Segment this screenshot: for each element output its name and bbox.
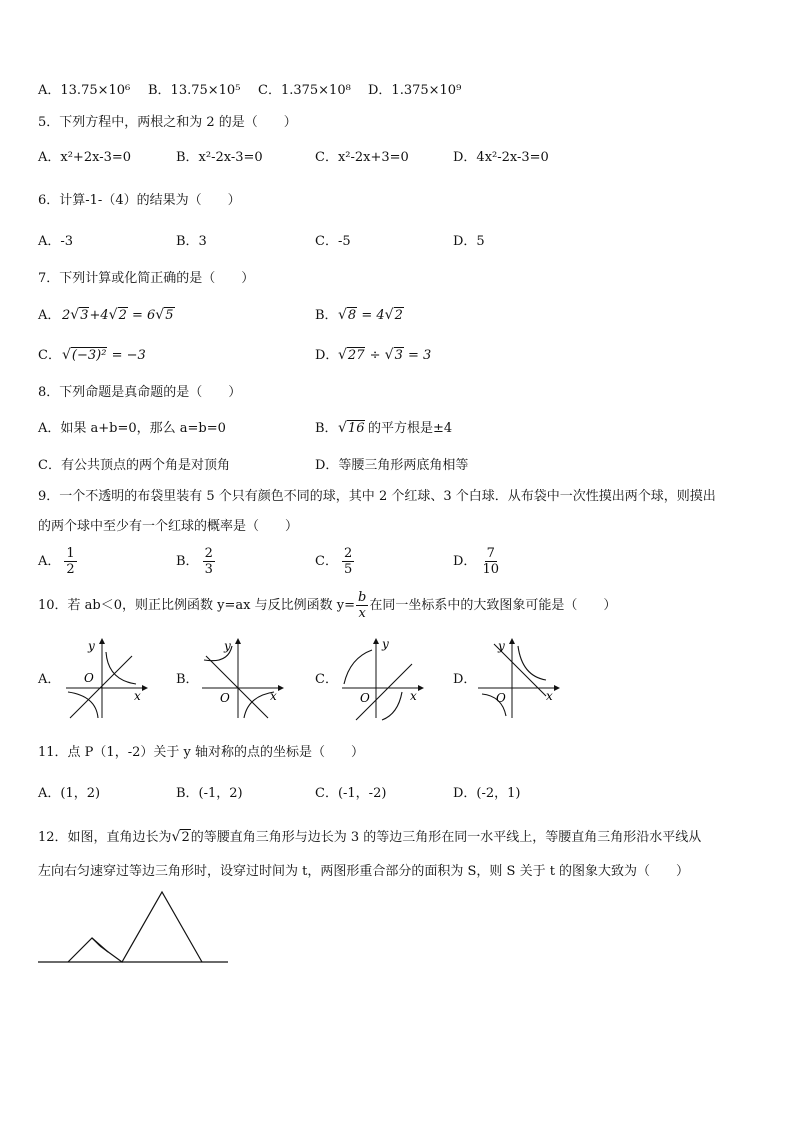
q5-option-a: A．x²+2x-3=0 — [38, 150, 132, 165]
q9-a-numerator: 1 — [66, 546, 75, 561]
q6-option-b: B．3 — [176, 234, 207, 249]
q9-option-c-label: C． — [315, 554, 338, 569]
q10-graph-d-x-label: x — [546, 689, 553, 703]
q9-option-d — [453, 546, 501, 577]
q4-option-a: A．13.75×10⁶ — [38, 83, 131, 98]
q10-graph-b-y-label: y — [224, 639, 231, 653]
q9-c-numerator: 2 — [343, 546, 353, 561]
q5-option-b: B．x²-2x-3=0 — [176, 150, 263, 165]
q11-option-c: C．(-1，-2) — [315, 786, 387, 801]
q10-graph-a-x-label: x — [134, 689, 141, 703]
q7-option-c-label: C． — [38, 348, 61, 363]
q9-b-denominator: 3 — [204, 562, 213, 577]
q10-stem-pre: 10．若 ab＜0，则正比例函数 y=ax 与反比例函数 y= — [38, 598, 355, 613]
q9-option-a — [38, 546, 77, 577]
q9-option-a-label: A． — [38, 554, 61, 569]
q9-a-denominator: 2 — [66, 562, 75, 577]
q9-option-b — [176, 546, 215, 577]
q6-stem: 6．计算-1-（4）的结果为（ ） — [38, 193, 241, 208]
q9-option-b-label: B． — [176, 554, 199, 569]
q9-option-c — [315, 546, 354, 577]
q10-stem-fraction — [356, 590, 368, 621]
q10-graph-c-origin: O — [360, 691, 370, 705]
q7-option-d-label: D． — [315, 348, 339, 363]
q9-option-c-fraction — [342, 546, 354, 577]
q5-option-c: C．x²-2x+3=0 — [315, 150, 409, 165]
q10-option-b-label: B． — [176, 672, 199, 687]
q5-stem: 5．下列方程中，两根之和为 2 的是（ ） — [38, 115, 297, 130]
q8-option-c: C．有公共顶点的两个角是对顶角 — [38, 458, 230, 473]
q8-option-d: D．等腰三角形两底角相等 — [315, 458, 469, 473]
q4-option-d: D．1.375×10⁹ — [368, 83, 462, 98]
q6-option-a: A．-3 — [38, 234, 74, 249]
q10-fraction-numerator: b — [357, 590, 367, 605]
q6-option-c: C．-5 — [315, 234, 351, 249]
q7-stem: 7．下列计算或化简正确的是（ ） — [38, 271, 255, 286]
q5-option-d: D．4x²-2x-3=0 — [453, 150, 549, 165]
q8-option-a: A．如果 a+b=0，那么 a=b=0 — [38, 421, 226, 436]
q9-stem-line2: 的两个球中至少有一个红球的概率是（ ） — [38, 519, 299, 534]
q6-option-d: D．5 — [453, 234, 485, 249]
q7-option-a-label: A． — [38, 308, 61, 323]
q7-option-b-label: B． — [315, 308, 338, 323]
q12-stem-line2: 左向右匀速穿过等边三角形时，设穿过时间为 t，两图形重合部分的面积为 S，则 S 关于 t 的图象大致为（ ） — [38, 864, 690, 879]
q11-option-a: A．(1，2) — [38, 786, 101, 801]
q12-stem-post: 的等腰直角三角形与边长为 3 的等边三角形在同一水平线上，等腰直角三角形沿水平线从 — [190, 830, 702, 845]
q4-option-b: B．13.75×10⁵ — [148, 83, 241, 98]
q9-d-numerator: 7 — [486, 546, 495, 561]
q11-option-d: D．(-2，1) — [453, 786, 521, 801]
q10-graph-d — [474, 636, 560, 720]
q10-graph-d-y-label: y — [498, 639, 505, 653]
q9-b-numerator: 2 — [204, 546, 213, 561]
q10-option-a-label: A． — [38, 672, 61, 687]
q9-option-a-fraction — [64, 546, 76, 577]
q12-equilateral-triangle — [100, 892, 202, 962]
q10-option-d-label: D． — [453, 672, 477, 687]
q10-graph-d-origin: O — [496, 691, 506, 705]
q9-stem-line1: 9．一个不透明的布袋里装有 5 个只有颜色不同的球，其中 2 个红球、3 个白球．从布袋中一次性摸出两个球，则摸出 — [38, 489, 716, 504]
q9-c-denominator: 5 — [343, 562, 353, 577]
q10-graph-c-x-label: x — [410, 689, 417, 703]
q9-option-d-label: D． — [453, 554, 477, 569]
q10-graph-c-y-label: y — [382, 637, 389, 651]
q10-fraction-denominator: x — [358, 606, 366, 621]
q9-option-d-fraction — [480, 546, 501, 577]
q12-stem-line1 — [38, 828, 701, 847]
q9-d-denominator: 10 — [482, 562, 499, 577]
q7-option-a-formula: 2√3+4√2 = 6√5 — [62, 307, 174, 323]
q12-figure — [38, 890, 230, 966]
q10-graph-b — [198, 636, 284, 720]
q11-stem: 11．点 P（1，-2）关于 y 轴对称的点的坐标是（ ） — [38, 745, 364, 760]
q9-option-b-fraction — [203, 546, 215, 577]
q10-graph-a — [62, 636, 148, 720]
q7-option-c-formula: √(−3)² = −3 — [62, 347, 146, 363]
q8-option-b-label: B． — [315, 421, 338, 436]
q10-stem — [38, 590, 616, 621]
q12-stem-pre: 12．如图，直角边长为 — [38, 830, 172, 845]
q10-option-c-label: C． — [315, 672, 338, 687]
q10-graph-b-origin: O — [220, 691, 230, 705]
q12-right-triangle — [68, 938, 100, 962]
q7-option-d-formula: √27 ÷ √3 = 3 — [338, 347, 432, 363]
q10-stem-post: 在同一坐标系中的大致图象可能是（ ） — [369, 598, 617, 613]
q10-graph-b-x-label: x — [270, 689, 277, 703]
q8-option-b-formula: √16 — [338, 420, 365, 436]
q10-graph-a-y-label: y — [88, 639, 95, 653]
q4-option-c: C．1.375×10⁸ — [258, 83, 351, 98]
q8-stem: 8．下列命题是真命题的是（ ） — [38, 385, 242, 400]
q12-sqrt2: √2 — [171, 829, 190, 845]
q7-option-b-formula: √8 = 4√2 — [338, 307, 403, 323]
q8-option-b-text: 的平方根是±4 — [368, 421, 453, 436]
q10-graph-c — [338, 636, 424, 720]
q11-option-b: B．(-1，2) — [176, 786, 243, 801]
q10-graph-a-origin: O — [84, 671, 94, 685]
